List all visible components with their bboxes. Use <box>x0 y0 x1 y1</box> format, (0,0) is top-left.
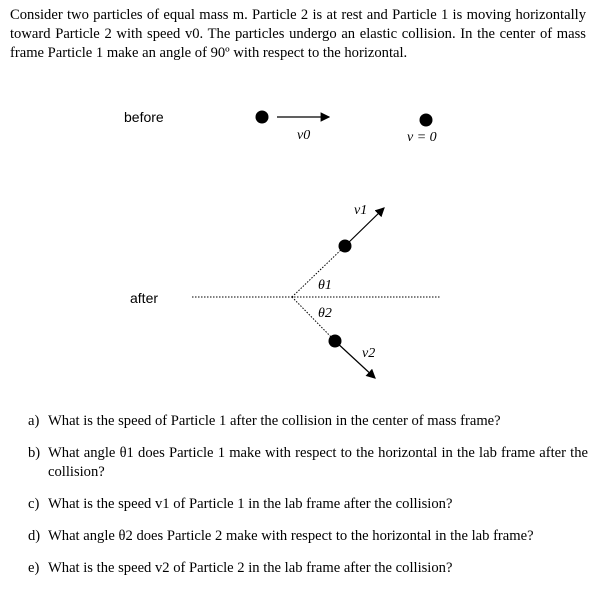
question-label: e) <box>28 560 40 576</box>
v2-label: v2 <box>362 346 376 361</box>
question-e <box>28 559 588 578</box>
question-list <box>28 412 588 591</box>
particle-1-before <box>256 111 269 124</box>
question-label: c) <box>28 496 40 512</box>
question-c <box>28 495 588 514</box>
question-text: What angle θ2 does Particle 2 make with respect to the horizontal in the lab frame? <box>48 528 534 544</box>
particle-2-before <box>420 114 433 127</box>
question-text: What is the speed v1 of Particle 1 in the lab frame after the collision? <box>48 496 453 512</box>
theta2-label: θ2 <box>318 306 332 321</box>
v1-label: v1 <box>354 203 368 218</box>
question-text: What is the speed v2 of Particle 2 in the lab frame after the collision? <box>48 560 453 576</box>
v-zero-label: v = 0 <box>407 130 437 145</box>
question-label: a) <box>28 413 40 429</box>
question-label: d) <box>28 528 41 544</box>
v0-label: v0 <box>297 128 311 143</box>
theta1-label: θ1 <box>318 278 332 293</box>
before-label: before <box>124 109 164 125</box>
question-a <box>28 412 588 431</box>
after-label: after <box>130 290 159 306</box>
question-label: b) <box>28 445 41 461</box>
problem-statement: Consider two particles of equal mass m. Particle 2 is at rest and Particle 1 is moving horizontally toward Particle 2 with speed v0. The particles undergo an elastic collision. In the center of mass frame Particle 1 make an angle of 90º with respect to the horizontal. <box>10 7 586 61</box>
question-d <box>28 527 588 546</box>
question-b <box>28 444 588 482</box>
question-text: What angle θ1 does Particle 1 make with respect to the horizontal in the lab frame after the collision? <box>48 445 588 480</box>
question-text: What is the speed of Particle 1 after the collision in the center of mass frame? <box>48 413 501 429</box>
